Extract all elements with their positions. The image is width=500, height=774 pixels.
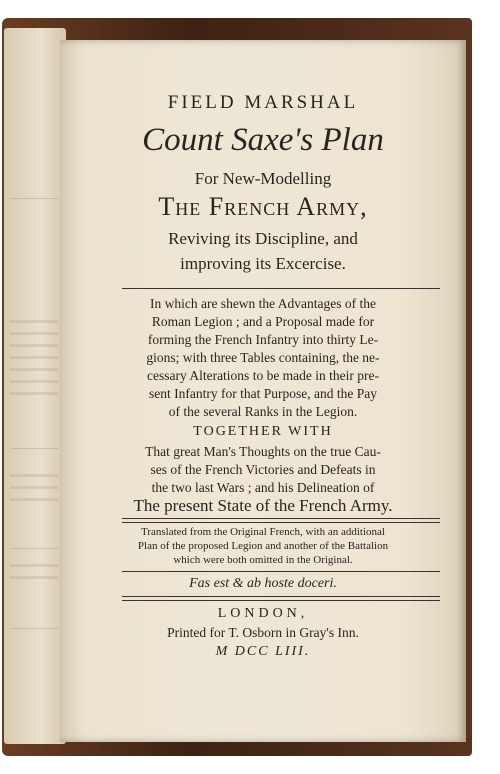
description-line-5: cessary Alterations to be made in their pre- — [146, 368, 380, 383]
description-line-6: sent Infantry for that Purpose, and the Pay — [149, 386, 377, 401]
together-with: TOGETHER WITH — [193, 424, 333, 439]
title-line-5: Reviving its Discipline, and — [168, 229, 358, 248]
title-page — [60, 40, 466, 742]
description-line-7: of the several Ranks in the Legion. — [168, 404, 358, 419]
thoughts-line-2: ses of the French Victories and Defeats in — [150, 462, 376, 477]
title-line-6: improving its Excercise. — [180, 254, 346, 273]
imprint-city: LONDON, — [217, 606, 309, 621]
translation-note-line-1: Translated from the Original French, with an additional — [141, 526, 385, 538]
divider-1 — [122, 288, 440, 289]
thoughts-line-1: That great Man's Thoughts on the true Cau- — [145, 444, 381, 459]
divider-3 — [122, 571, 440, 572]
imprint-year: M DCC LIII. — [215, 644, 311, 659]
description-line-3: forming the French Infantry into thirty Le- — [147, 332, 379, 347]
description-line-2: Roman Legion ; and a Proposal made for — [151, 314, 375, 329]
translation-note-line-3: which were both omitted in the Original. — [173, 554, 353, 566]
left-page — [4, 28, 66, 744]
title-line-3: For New-Modelling — [194, 169, 332, 188]
divider-2 — [122, 518, 440, 523]
motto: Fas est & ab hoste doceri. — [189, 576, 337, 591]
divider-4 — [122, 596, 440, 601]
title-line-2: Count Saxe's Plan — [142, 122, 384, 158]
imprint-printer: Printed for T. Osborn in Gray's Inn. — [167, 625, 359, 640]
title-line-4: The French Army, — [158, 192, 368, 221]
description-line-1: In which are shewn the Advantages of the — [149, 296, 377, 311]
thoughts-line-3: the two last Wars ; and his Delineation of — [151, 480, 375, 495]
description-line-4: gions; with three Tables containing, the ne- — [146, 350, 380, 365]
title-line-1: FIELD MARSHAL — [167, 92, 359, 113]
present-state-line: The present State of the French Army. — [133, 496, 393, 515]
translation-note-line-2: Plan of the proposed Legion and another of the Battalion — [137, 540, 389, 552]
